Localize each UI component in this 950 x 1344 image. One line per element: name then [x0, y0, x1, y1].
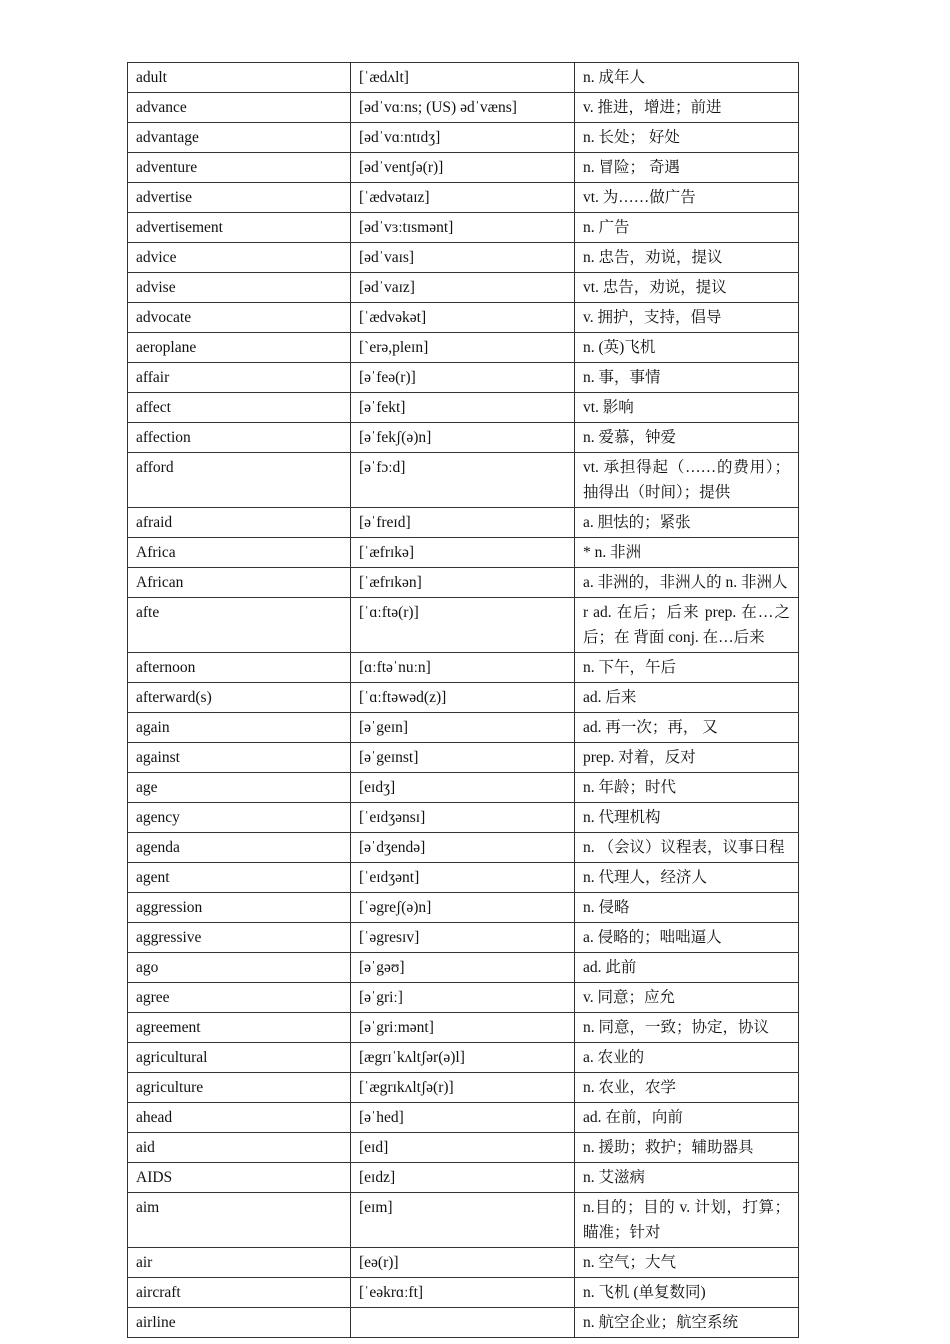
table-row	[128, 303, 799, 333]
table-row	[128, 213, 799, 243]
table-row	[128, 983, 799, 1013]
definition-cell: n. 代理机构	[575, 803, 799, 833]
pronunciation-cell: [ˈægrɪkʌltʃə(r)]	[351, 1073, 575, 1103]
definition-cell: n. 艾滋病	[575, 1163, 799, 1193]
word-cell: aircraft	[128, 1278, 351, 1308]
word-cell: age	[128, 773, 351, 803]
pronunciation-cell: [ˈædʌlt]	[351, 63, 575, 93]
definition-cell: n. (英)飞机	[575, 333, 799, 363]
table-row	[128, 1073, 799, 1103]
table-row	[128, 153, 799, 183]
definition-cell: a. 侵略的；咄咄逼人	[575, 923, 799, 953]
pronunciation-cell: [əˈgeɪnst]	[351, 743, 575, 773]
table-row	[128, 713, 799, 743]
definition-cell: n. 年龄；时代	[575, 773, 799, 803]
word-cell: affect	[128, 393, 351, 423]
table-row	[128, 1043, 799, 1073]
word-cell: advertisement	[128, 213, 351, 243]
table-row	[128, 953, 799, 983]
definition-cell: n. 农业，农学	[575, 1073, 799, 1103]
table-row	[128, 1133, 799, 1163]
word-cell: agreement	[128, 1013, 351, 1043]
table-row	[128, 803, 799, 833]
definition-cell: * n. 非洲	[575, 538, 799, 568]
word-cell: afterward(s)	[128, 683, 351, 713]
definition-cell: a. 胆怯的；紧张	[575, 508, 799, 538]
table-row	[128, 568, 799, 598]
table-row	[128, 333, 799, 363]
definition-cell: n. 事，事情	[575, 363, 799, 393]
definition-cell: vt. 影响	[575, 393, 799, 423]
table-row	[128, 653, 799, 683]
word-cell: advance	[128, 93, 351, 123]
definition-cell: n. 空气；大气	[575, 1248, 799, 1278]
pronunciation-cell: [əˈfekʃ(ə)n]	[351, 423, 575, 453]
pronunciation-cell: [əˈfreɪd]	[351, 508, 575, 538]
definition-cell: n. 援助；救护；辅助器具	[575, 1133, 799, 1163]
word-cell: agent	[128, 863, 351, 893]
pronunciation-cell: [ægrɪˈkʌltʃər(ə)l]	[351, 1043, 575, 1073]
word-cell: affection	[128, 423, 351, 453]
table-row	[128, 93, 799, 123]
word-cell: airline	[128, 1308, 351, 1338]
word-cell: agree	[128, 983, 351, 1013]
pronunciation-cell: [ˈæfrɪkən]	[351, 568, 575, 598]
definition-cell: n. 爱慕，钟爱	[575, 423, 799, 453]
pronunciation-cell: [eə(r)]	[351, 1248, 575, 1278]
vocabulary-table	[127, 62, 799, 1338]
pronunciation-cell: [ˈæfrɪkə]	[351, 538, 575, 568]
table-row	[128, 743, 799, 773]
word-cell: AIDS	[128, 1163, 351, 1193]
definition-cell: vt. 为……做广告	[575, 183, 799, 213]
table-row	[128, 393, 799, 423]
table-row	[128, 893, 799, 923]
table-row	[128, 863, 799, 893]
definition-cell: n. 飞机 (单复数同)	[575, 1278, 799, 1308]
pronunciation-cell: [ədˈventʃə(r)]	[351, 153, 575, 183]
word-cell: agriculture	[128, 1073, 351, 1103]
table-row	[128, 1103, 799, 1133]
pronunciation-cell: [əˈgriː]	[351, 983, 575, 1013]
table-row	[128, 1193, 799, 1248]
word-cell: advise	[128, 273, 351, 303]
table-row	[128, 1278, 799, 1308]
table-row	[128, 923, 799, 953]
table-row	[128, 833, 799, 863]
word-cell: again	[128, 713, 351, 743]
pronunciation-cell: [eɪdʒ]	[351, 773, 575, 803]
table-row	[128, 453, 799, 508]
word-cell: affair	[128, 363, 351, 393]
word-cell: aggressive	[128, 923, 351, 953]
pronunciation-cell: [ədˈvaɪs]	[351, 243, 575, 273]
word-cell: air	[128, 1248, 351, 1278]
pronunciation-cell: [ədˈvɑːns; (US) ədˈvæns]	[351, 93, 575, 123]
table-row	[128, 183, 799, 213]
table-row	[128, 1248, 799, 1278]
table-row	[128, 598, 799, 653]
pronunciation-cell: [eɪdz]	[351, 1163, 575, 1193]
definition-cell: a. 非洲的，非洲人的 n. 非洲人	[575, 568, 799, 598]
pronunciation-cell: [ˈeəkrɑːft]	[351, 1278, 575, 1308]
word-cell: agenda	[128, 833, 351, 863]
pronunciation-cell: [ədˈvɜːtɪsmənt]	[351, 213, 575, 243]
table-row	[128, 273, 799, 303]
pronunciation-cell: [ˈɑːftəwəd(z)]	[351, 683, 575, 713]
pronunciation-cell: [ˈædvəkət]	[351, 303, 575, 333]
definition-cell: n. 冒险； 奇遇	[575, 153, 799, 183]
table-row	[128, 1163, 799, 1193]
pronunciation-cell: [əˈfekt]	[351, 393, 575, 423]
word-cell: agricultural	[128, 1043, 351, 1073]
pronunciation-cell: [ɑːftəˈnuːn]	[351, 653, 575, 683]
word-cell: advice	[128, 243, 351, 273]
pronunciation-cell: [əˈgəʊ]	[351, 953, 575, 983]
word-cell: advocate	[128, 303, 351, 333]
pronunciation-cell: [ˈeɪdʒənt]	[351, 863, 575, 893]
definition-cell: n. 代理人，经济人	[575, 863, 799, 893]
pronunciation-cell: [ˈɑːftə(r)]	[351, 598, 575, 653]
definition-cell: n. （会议）议程表，议事日程	[575, 833, 799, 863]
pronunciation-cell: [ədˈvaɪz]	[351, 273, 575, 303]
definition-cell: n. 航空企业；航空系统	[575, 1308, 799, 1338]
word-cell: against	[128, 743, 351, 773]
definition-cell: n.目的；目的 v. 计划，打算；瞄准；针对	[575, 1193, 799, 1248]
definition-cell: ad. 后来	[575, 683, 799, 713]
definition-cell: ad. 再一次；再， 又	[575, 713, 799, 743]
definition-cell: v. 推进，增进；前进	[575, 93, 799, 123]
definition-cell: a. 农业的	[575, 1043, 799, 1073]
table-row	[128, 363, 799, 393]
word-cell: adult	[128, 63, 351, 93]
definition-cell: v. 拥护，支持，倡导	[575, 303, 799, 333]
table-row	[128, 243, 799, 273]
pronunciation-cell: [ədˈvɑːntɪdʒ]	[351, 123, 575, 153]
table-row	[128, 1013, 799, 1043]
definition-cell: ad. 此前	[575, 953, 799, 983]
word-cell: advertise	[128, 183, 351, 213]
pronunciation-cell: [əˈfɔːd]	[351, 453, 575, 508]
pronunciation-cell: [`erə,pleɪn]	[351, 333, 575, 363]
pronunciation-cell: [əˈfeə(r)]	[351, 363, 575, 393]
word-cell: aid	[128, 1133, 351, 1163]
pronunciation-cell	[351, 1308, 575, 1338]
word-cell: adventure	[128, 153, 351, 183]
word-cell: aggression	[128, 893, 351, 923]
definition-cell: r ad. 在后；后来 prep. 在…之后；在 背面 conj. 在…后来	[575, 598, 799, 653]
pronunciation-cell: [eɪm]	[351, 1193, 575, 1248]
pronunciation-cell: [ˈædvətaɪz]	[351, 183, 575, 213]
table-row	[128, 508, 799, 538]
definition-cell: n. 长处； 好处	[575, 123, 799, 153]
word-cell: Africa	[128, 538, 351, 568]
definition-cell: n. 同意，一致；协定，协议	[575, 1013, 799, 1043]
table-row	[128, 773, 799, 803]
pronunciation-cell: [ˈəgresɪv]	[351, 923, 575, 953]
table-row	[128, 423, 799, 453]
table-row	[128, 538, 799, 568]
definition-cell: prep. 对着，反对	[575, 743, 799, 773]
word-cell: advantage	[128, 123, 351, 153]
vocabulary-table-body	[128, 63, 799, 1338]
word-cell: ahead	[128, 1103, 351, 1133]
table-row	[128, 1308, 799, 1338]
pronunciation-cell: [əˈhed]	[351, 1103, 575, 1133]
pronunciation-cell: [ˈəgreʃ(ə)n]	[351, 893, 575, 923]
definition-cell: n. 下午，午后	[575, 653, 799, 683]
pronunciation-cell: [eɪd]	[351, 1133, 575, 1163]
word-cell: afraid	[128, 508, 351, 538]
pronunciation-cell: [ˈeɪdʒənsɪ]	[351, 803, 575, 833]
pronunciation-cell: [əˈgriːmənt]	[351, 1013, 575, 1043]
word-cell: African	[128, 568, 351, 598]
definition-cell: n. 忠告，劝说，提议	[575, 243, 799, 273]
word-cell: aim	[128, 1193, 351, 1248]
pronunciation-cell: [əˈgeɪn]	[351, 713, 575, 743]
word-cell: ago	[128, 953, 351, 983]
word-cell: aeroplane	[128, 333, 351, 363]
table-row	[128, 123, 799, 153]
word-cell: agency	[128, 803, 351, 833]
definition-cell: vt. 承担得起（……的费用）；抽得出（时间）；提供	[575, 453, 799, 508]
definition-cell: ad. 在前，向前	[575, 1103, 799, 1133]
word-cell: afte	[128, 598, 351, 653]
word-cell: afternoon	[128, 653, 351, 683]
definition-cell: n. 成年人	[575, 63, 799, 93]
definition-cell: n. 侵略	[575, 893, 799, 923]
definition-cell: v. 同意；应允	[575, 983, 799, 1013]
definition-cell: vt. 忠告，劝说，提议	[575, 273, 799, 303]
table-row	[128, 63, 799, 93]
definition-cell: n. 广告	[575, 213, 799, 243]
word-cell: afford	[128, 453, 351, 508]
pronunciation-cell: [əˈdʒendə]	[351, 833, 575, 863]
table-row	[128, 683, 799, 713]
